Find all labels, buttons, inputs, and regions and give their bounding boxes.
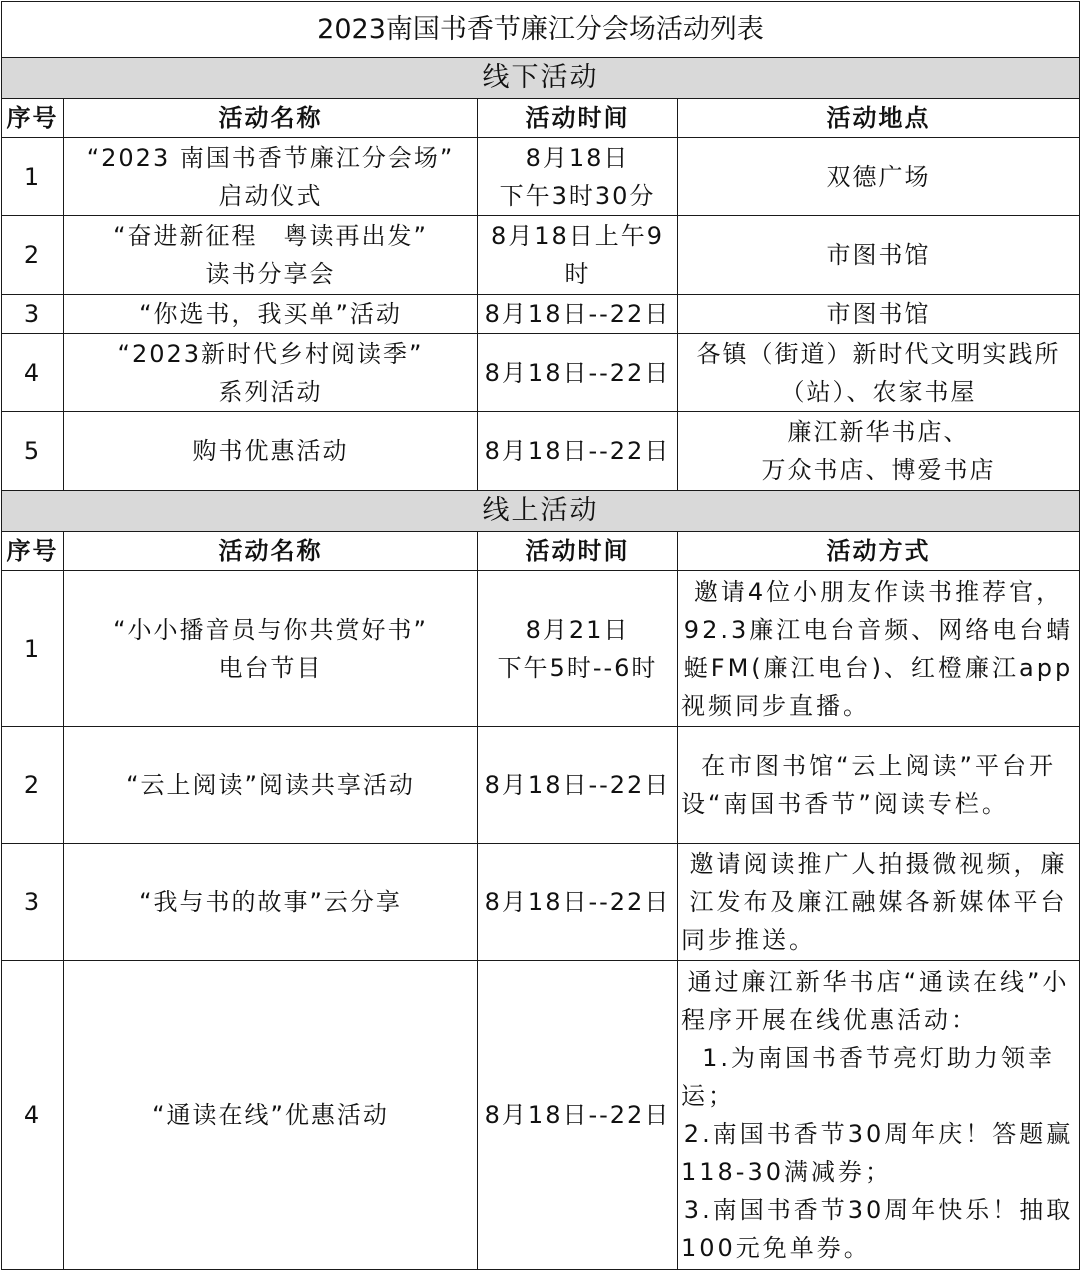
row-no: 1 — [2, 138, 64, 216]
row-no: 1 — [2, 571, 64, 727]
table-row — [2, 571, 1080, 727]
row-no: 2 — [2, 216, 64, 295]
table-row — [2, 412, 1080, 491]
header-no: 序号 — [2, 99, 64, 138]
row-name: “2023 南国书香节廉江分会场” 启动仪式 — [64, 138, 478, 216]
table-row — [2, 727, 1080, 844]
row-name: 购书优惠活动 — [64, 412, 478, 491]
row-time: 8月18日--22日 — [478, 412, 678, 491]
online-header-row — [2, 532, 1080, 571]
row-time: 8月18日 下午3时30分 — [478, 138, 678, 216]
header-time: 活动时间 — [478, 99, 678, 138]
header-method: 活动方式 — [678, 532, 1080, 571]
row-name: “云上阅读”阅读共享活动 — [64, 727, 478, 844]
row-no: 4 — [2, 334, 64, 412]
table-row — [2, 961, 1080, 1270]
header-name: 活动名称 — [64, 532, 478, 571]
table-title: 2023南国书香节廉江分会场活动列表 — [2, 2, 1080, 58]
row-time: 8月18日--22日 — [478, 295, 678, 334]
row-name: “2023新时代乡村阅读季” 系列活动 — [64, 334, 478, 412]
row-time: 8月18日--22日 — [478, 961, 678, 1270]
row-no: 5 — [2, 412, 64, 491]
online-section-title: 线上活动 — [2, 491, 1080, 532]
row-name: “你选书，我买单”活动 — [64, 295, 478, 334]
row-method: 在市图书馆“云上阅读”平台开设“南国书香节”阅读专栏。 — [678, 727, 1080, 844]
table-row — [2, 216, 1080, 295]
table-row — [2, 844, 1080, 961]
offline-header-row — [2, 99, 1080, 138]
table-row — [2, 138, 1080, 216]
row-name: “我与书的故事”云分享 — [64, 844, 478, 961]
row-method: 邀请4位小朋友作读书推荐官，92.3廉江电台音频、网络电台蜻蜓FM(廉江电台)、红橙廉江app视频同步直播。 — [678, 571, 1080, 727]
row-time: 8月21日 下午5时--6时 — [478, 571, 678, 727]
header-time: 活动时间 — [478, 532, 678, 571]
row-place: 市图书馆 — [678, 216, 1080, 295]
row-name: “奋进新征程 粤读再出发” 读书分享会 — [64, 216, 478, 295]
header-name: 活动名称 — [64, 99, 478, 138]
row-time: 8月18日--22日 — [478, 334, 678, 412]
row-no: 2 — [2, 727, 64, 844]
row-name: “小小播音员与你共赏好书” 电台节目 — [64, 571, 478, 727]
row-no: 3 — [2, 844, 64, 961]
row-place: 各镇（街道）新时代文明实践所 （站）、农家书屋 — [678, 334, 1080, 412]
row-place: 廉江新华书店、 万众书店、博爱书店 — [678, 412, 1080, 491]
table-row — [2, 334, 1080, 412]
row-method: 通过廉江新华书店“通读在线”小程序开展在线优惠活动： 1.为南国书香节亮灯助力领幸运； 2.南国书香节30周年庆！答题赢118-30满减券； 3.南国书香节30周年快乐！抽取100元免单券。 — [678, 961, 1080, 1270]
offline-section-title: 线下活动 — [2, 58, 1080, 99]
row-time: 8月18日上午9时 — [478, 216, 678, 295]
row-no: 3 — [2, 295, 64, 334]
row-name: “通读在线”优惠活动 — [64, 961, 478, 1270]
row-time: 8月18日--22日 — [478, 727, 678, 844]
activity-table — [1, 1, 1080, 1270]
row-time: 8月18日--22日 — [478, 844, 678, 961]
header-no: 序号 — [2, 532, 64, 571]
row-place: 双德广场 — [678, 138, 1080, 216]
row-method: 邀请阅读推广人拍摄微视频，廉江发布及廉江融媒各新媒体平台同步推送。 — [678, 844, 1080, 961]
table-row — [2, 295, 1080, 334]
header-place: 活动地点 — [678, 99, 1080, 138]
row-place: 市图书馆 — [678, 295, 1080, 334]
row-no: 4 — [2, 961, 64, 1270]
